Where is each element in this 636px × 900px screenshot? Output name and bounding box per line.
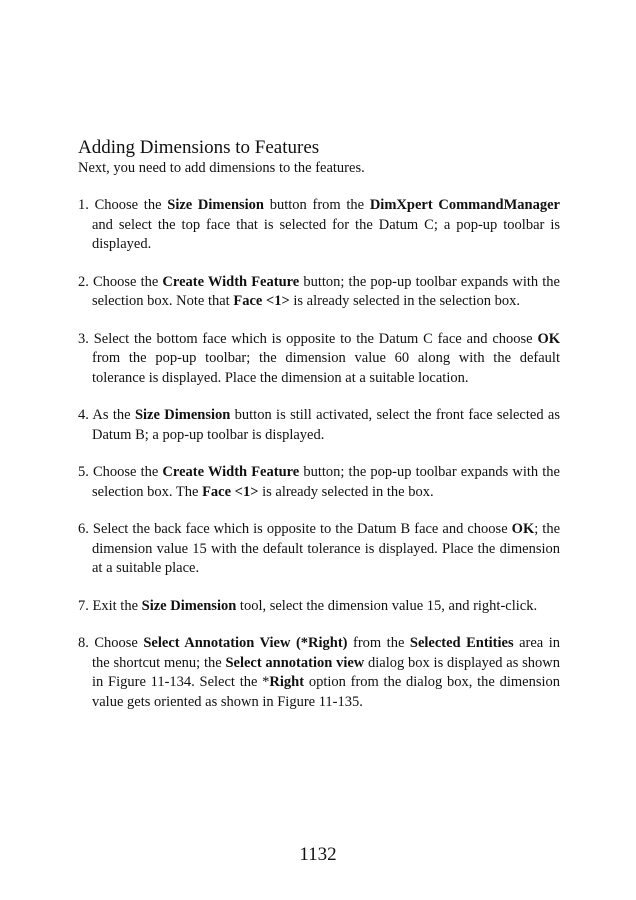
step-4: 4. As the Size Dimension button is still activated, select the front face selected as Datum B; a pop-up toolbar is displayed. [78,407,560,443]
page-number: 1132 [299,844,337,865]
step-6: 6. Select the back face which is opposite to the Datum B face and choose OK; the dimension value 15 with the default tolerance is displayed. Place the dimension at a suitable place. [78,521,561,576]
intro-paragraph: Next, you need to add dimensions to the features. [78,160,365,176]
step-3: 3. Select the bottom face which is opposite to the Datum C face and choose OK from the pop-up toolbar; the dimension value 60 along with the default tolerance is displayed. Place the dimension at a suitable location. [78,330,560,386]
section-heading: Adding Dimensions to Features [78,137,320,158]
step-5: 5. Choose the Create Width Feature button; the pop-up toolbar expands with the selection box. The Face <1> is already selected in the box. [78,464,560,500]
step-8: 8. Choose Select Annotation View (*Right) from the Selected Entities area in the shortcut menu; the Select annotation view dialog box is displayed as shown in Figure 11-134. Select the *Right option from the dialog box, the dimension value gets oriented as shown in Figure 11-135. [78,635,561,710]
step-1: 1. Choose the Size Dimension button from the DimXpert CommandManager and select the top face that is selected for the Datum C; a pop-up toolbar is displayed. [78,197,560,252]
step-7: 7. Exit the Size Dimension tool, select the dimension value 15, and right-click. [78,597,538,614]
page-content [78,137,560,730]
step-2: 2. Choose the Create Width Feature button; the pop-up toolbar expands with the selection box. Note that Face <1> is already selected in the selection box. [78,273,560,309]
